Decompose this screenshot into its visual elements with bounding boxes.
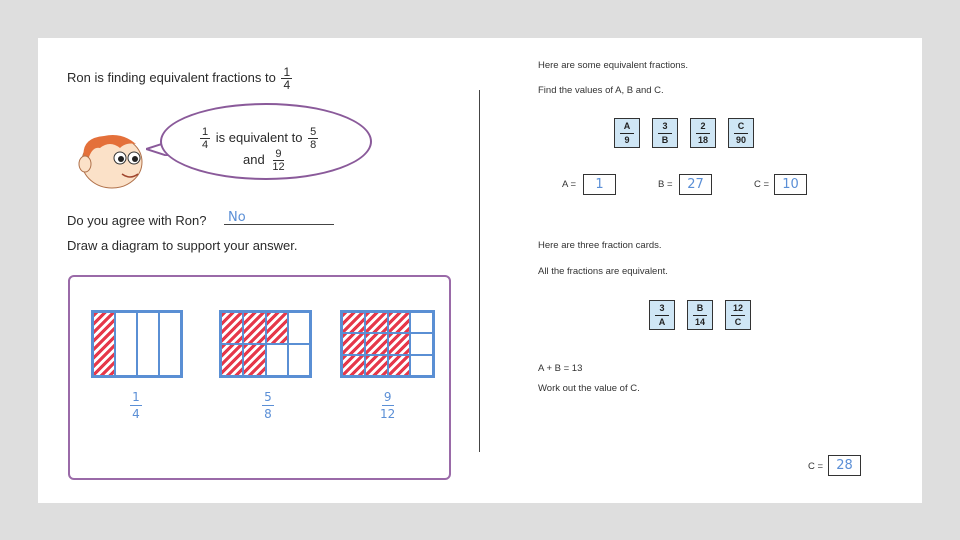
card-line (731, 315, 745, 316)
diagram-cell (342, 333, 365, 354)
card-num: 3 (662, 120, 668, 131)
bubble-frac-c (270, 148, 286, 173)
diagram-eighths (219, 310, 312, 378)
card-num: A (623, 120, 631, 131)
q1-card-1 (614, 118, 640, 148)
worksheet-page (38, 38, 922, 503)
q1-line2: Find the values of A, B and C. (538, 85, 664, 96)
card-den: 14 (694, 316, 705, 327)
diagram-label-eighths (262, 390, 274, 421)
card-line (658, 133, 672, 134)
question-agree: Do you agree with Ron? (67, 213, 207, 228)
diagram-cell (365, 333, 388, 354)
diagram-cell (342, 355, 365, 376)
ron-avatar (76, 130, 156, 190)
q1-card-3 (690, 118, 716, 148)
bubble-line-2 (243, 148, 289, 173)
page-divider (479, 90, 480, 452)
diagram-cell (410, 333, 433, 354)
diagram-cell (93, 312, 115, 376)
diagram-label-num: 1 (132, 390, 140, 404)
diagram-cell (410, 312, 433, 333)
card-den: 90 (735, 134, 746, 145)
bubble-frac-b-num: 5 (310, 126, 317, 138)
q1-answer-a-box[interactable]: 1 (583, 174, 616, 195)
diagram-cell (388, 355, 411, 376)
diagram-cell (388, 333, 411, 354)
bubble-frac-c-num: 9 (275, 148, 282, 160)
q2-line1: Here are three fraction cards. (538, 240, 662, 251)
q2-answer-label: C = (808, 461, 824, 472)
diagram-box (68, 275, 451, 480)
diagram-cell (266, 312, 288, 344)
card-den: B (661, 134, 669, 145)
diagram-cell (159, 312, 181, 376)
q2-answer-box[interactable]: 28 (828, 455, 861, 476)
diagram-label-den: 8 (264, 407, 272, 421)
diagram-cell (221, 312, 243, 344)
q2-card-3 (725, 300, 751, 330)
q2-card-1 (649, 300, 675, 330)
diagram-twelfths (340, 310, 435, 378)
diagram-cell (288, 312, 310, 344)
diagram-cell (115, 312, 137, 376)
card-den: C (734, 316, 742, 327)
diagram-cell (342, 312, 365, 333)
answer-agree[interactable]: No (228, 210, 246, 225)
diagram-cell (266, 344, 288, 376)
diagram-label-num: 5 (264, 390, 272, 404)
diagram-label-den: 12 (380, 407, 396, 421)
card-line (655, 315, 669, 316)
diagram-cell (410, 355, 433, 376)
intro-label: Ron is finding equivalent fractions to (67, 69, 276, 85)
intro-frac-den: 4 (283, 78, 291, 92)
diagram-cell (388, 312, 411, 333)
card-line (620, 133, 634, 134)
card-den: 9 (624, 134, 630, 145)
intro-text (67, 66, 294, 91)
diagram-cell (288, 344, 310, 376)
card-den: A (658, 316, 666, 327)
diagram-cell (243, 312, 265, 344)
card-num: 12 (732, 302, 743, 313)
diagram-label-twelfths (380, 390, 395, 421)
diagram-label-quarter (130, 390, 142, 421)
card-num: 3 (659, 302, 665, 313)
card-line (734, 133, 748, 134)
bubble-frac-a (200, 126, 210, 151)
bubble-frac-a-num: 1 (202, 126, 209, 138)
intro-frac-num: 1 (283, 65, 291, 79)
card-line (693, 315, 707, 316)
q1-line1: Here are some equivalent fractions. (538, 60, 688, 71)
q1-answer-c-box[interactable]: 10 (774, 174, 807, 195)
bubble-and-text: and (243, 151, 265, 167)
bubble-frac-a-den: 4 (202, 139, 209, 151)
q2-equation: A + B = 13 (538, 363, 583, 374)
bubble-equivalent-text: is equivalent to (215, 129, 303, 145)
intro-fraction (281, 66, 292, 91)
q1-card-4 (728, 118, 754, 148)
card-num: C (737, 120, 745, 131)
diagram-cell (365, 355, 388, 376)
q1-answer-c-label: C = (754, 179, 770, 190)
bubble-frac-c-den: 12 (272, 161, 285, 173)
diagram-cell (243, 344, 265, 376)
bubble-frac-b (308, 126, 318, 151)
diagram-cell (365, 312, 388, 333)
diagram-quarters (91, 310, 183, 378)
diagram-label-den: 4 (132, 407, 140, 421)
diagram-label-num: 9 (383, 390, 392, 404)
fraction-bar (130, 405, 142, 406)
diagram-cell (221, 344, 243, 376)
q1-answer-b-box[interactable]: 27 (679, 174, 712, 195)
q2-prompt: Work out the value of C. (538, 383, 640, 394)
fraction-bar (262, 405, 274, 406)
q1-card-2 (652, 118, 678, 148)
card-den: 18 (697, 134, 708, 145)
q2-line2: All the fractions are equivalent. (538, 266, 668, 277)
bubble-frac-b-den: 8 (310, 139, 317, 151)
question-draw: Draw a diagram to support your answer. (67, 238, 298, 253)
card-num: 2 (700, 120, 706, 131)
card-line (696, 133, 710, 134)
q2-card-2 (687, 300, 713, 330)
q1-answer-b-label: B = (658, 179, 673, 190)
diagram-cell (137, 312, 159, 376)
fraction-bar (382, 405, 394, 406)
card-num: B (696, 302, 704, 313)
q1-answer-a-label: A = (562, 179, 576, 190)
